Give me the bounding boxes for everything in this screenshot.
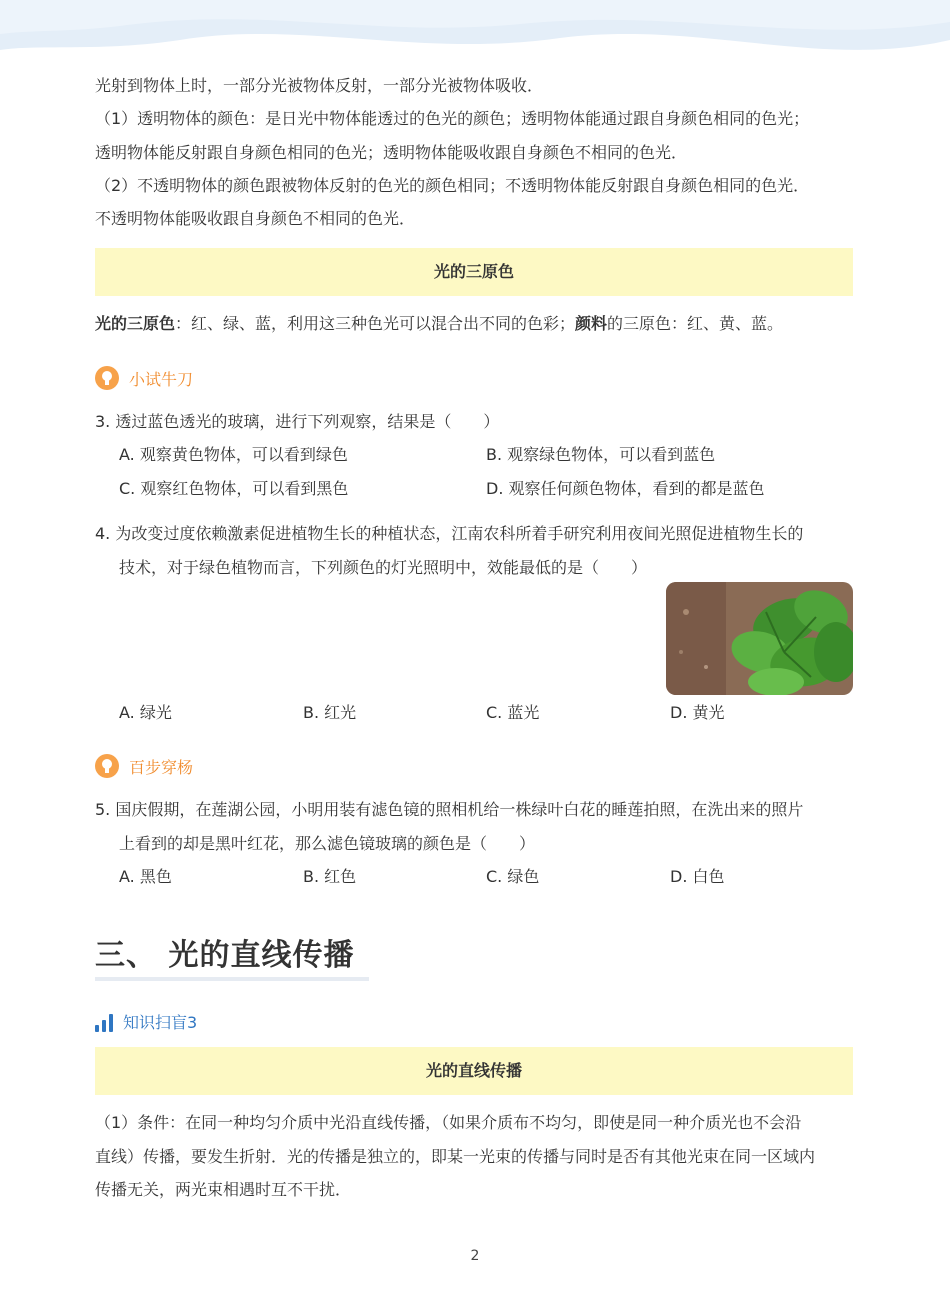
q3-stem: 3. 透过蓝色透光的玻璃，进行下列观察，结果是（ ） (95, 412, 500, 431)
chapter-title: 三、 光的直线传播 (95, 938, 355, 973)
primary-term-pigment: 颜料 (575, 314, 608, 333)
q3-option-b: B. 观察绿色物体，可以看到蓝色 (486, 445, 716, 464)
lightbulb-icon (95, 366, 119, 390)
intro-line-2: （1）透明物体的颜色：是日光中物体能透过的色光的颜色；透明物体能通过跟自身颜色相同的色光； (95, 109, 810, 128)
bar-chart-icon (95, 1012, 113, 1032)
q3-option-c: C. 观察红色物体，可以看到黑色 (119, 479, 349, 498)
knowledge-label: 知识扫盲3 (123, 1013, 198, 1032)
section-practice-label: 小试牛刀 (129, 369, 194, 389)
straight-line-2: 直线）传播，要发生折射．光的传播是独立的，即某一光束的传播与同时是否有其他光束在同一区域内 (95, 1147, 816, 1166)
q4-option-d: D. 黄光 (670, 703, 725, 722)
primary-text-2: 的三原色：红、黄、蓝。 (607, 314, 784, 333)
section-advanced-header (95, 754, 193, 778)
q5-option-b: B. 红色 (303, 867, 357, 886)
q3-option-d: D. 观察任何颜色物体，看到的都是蓝色 (486, 479, 765, 498)
q5-option-c: C. 绿色 (486, 867, 540, 886)
lightbulb-icon (95, 754, 119, 778)
q3-option-a: A. 观察黄色物体，可以看到绿色 (119, 445, 348, 464)
intro-line-5: 不透明物体能吸收跟自身颜色不相同的色光． (95, 209, 416, 228)
q5-stem-line-2: 上看到的却是黑叶红花，那么滤色镜玻璃的颜色是（ ） (119, 834, 536, 853)
header-wave-decoration (0, 0, 950, 72)
primary-colors-paragraph (95, 314, 783, 334)
q5-option-d: D. 白色 (670, 867, 725, 886)
primary-text-1: ：红、绿、蓝，利用这三种色光可以混合出不同的色彩； (175, 314, 576, 333)
straight-line-3: 传播无关，两光束相遇时互不干扰． (95, 1180, 352, 1199)
intro-line-3: 透明物体能反射跟自身颜色相同的色光；透明物体能吸收跟自身颜色不相同的色光． (95, 143, 688, 162)
page-number: 2 (470, 1248, 480, 1264)
primary-term-light: 光的三原色 (95, 314, 176, 333)
intro-line-4: （2）不透明物体的颜色跟被物体反射的色光的颜色相同；不透明物体能反射跟自身颜色相同的色光． (95, 176, 810, 195)
chapter-title-underline (95, 977, 369, 981)
q5-option-a: A. 黑色 (119, 867, 172, 886)
plant-photo-icon (666, 582, 853, 695)
straight-propagation-heading: 光的直线传播 (95, 1047, 853, 1095)
q4-stem-line-1: 4. 为改变过度依赖激素促进植物生长的种植状态，江南农科所着手研究利用夜间光照促进植物生长的 (95, 524, 804, 543)
q4-stem-line-2: 技术，对于绿色植物而言，下列颜色的灯光照明中，效能最低的是（ ） (119, 558, 648, 577)
knowledge-header (95, 1010, 197, 1033)
three-primary-colors-heading: 光的三原色 (95, 248, 853, 296)
straight-line-1: （1）条件：在同一种均匀介质中光沿直线传播，（如果介质布不均匀，即使是同一种介质光也不会沿 (95, 1113, 802, 1132)
intro-line-1: 光射到物体上时，一部分光被物体反射，一部分光被物体吸收． (95, 76, 544, 95)
q4-option-c: C. 蓝光 (486, 703, 540, 722)
q4-option-a: A. 绿光 (119, 703, 172, 722)
section-practice-header (95, 366, 193, 390)
section-advanced-label: 百步穿杨 (129, 757, 194, 777)
q4-option-b: B. 红光 (303, 703, 357, 722)
q5-stem-line-1: 5. 国庆假期，在莲湖公园，小明用装有滤色镜的照相机给一株绿叶白花的睡莲拍照，在洗出来的照片 (95, 800, 804, 819)
